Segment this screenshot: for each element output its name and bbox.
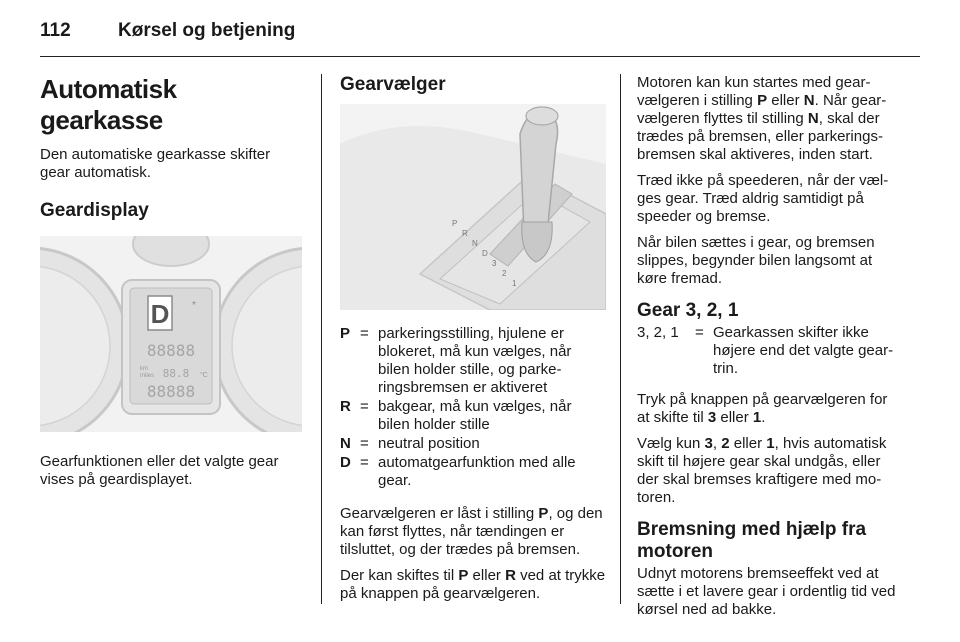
- definition-key: R: [340, 398, 351, 415]
- definition-text: Gearkassen skifter ikke højere end det valgte gear-trin.: [713, 324, 894, 377]
- page-number: 112: [40, 20, 71, 41]
- lcd-row-mid: 88.8: [162, 367, 190, 380]
- gear-display-illustration: [40, 236, 302, 432]
- creep-paragraph: Når bilen sættes i gear, og bremsen slippes, begynder bilen langsomt at køre fremad.: [637, 234, 875, 287]
- definition-text: neutral position: [378, 435, 480, 452]
- definition-row: [340, 454, 606, 491]
- definition-equals: =: [360, 398, 369, 415]
- section-title: Automatisk gearkasse: [40, 74, 177, 135]
- selector-letter-p: P: [452, 219, 458, 228]
- shift-paragraph: Der kan skiftes til P eller R ved at trykke på knappen på gearvælgeren.: [340, 567, 606, 602]
- selector-letter-2: 2: [502, 269, 507, 278]
- definition-text: automatgearfunktion med alle gear.: [378, 454, 576, 489]
- definition-equals: =: [360, 454, 369, 471]
- column-divider-1: [321, 74, 322, 604]
- intro-text: Den automatiske gearkasse skifter gear automatisk.: [40, 146, 271, 181]
- selector-letter-3: 3: [492, 259, 497, 268]
- definition-row: [637, 324, 903, 379]
- gear-321-heading: Gear 3, 2, 1: [637, 300, 739, 321]
- button-paragraph: Tryk på knappen på gearvælgeren for at skifte til 3 eller 1.: [637, 391, 888, 426]
- lcd-row-top: 88888: [146, 341, 196, 360]
- start-paragraph: Motoren kan kun startes med gear-vælgeren i stilling P eller N. Når gear-vælgeren flyttes til stilling N, skal der trædes på bremsen, eller parkerings-bremsen skal aktiveres, inden start.: [637, 74, 887, 163]
- lcd-miles-label: miles: [140, 373, 155, 379]
- column-3: [637, 74, 903, 627]
- selector-letter-1: 1: [512, 279, 517, 288]
- frost-symbol: *: [192, 300, 196, 311]
- definition-equals: =: [360, 435, 369, 452]
- selector-letter-r: R: [462, 229, 468, 238]
- definition-row: [340, 398, 606, 435]
- definition-row: [340, 435, 606, 454]
- lock-paragraph: Gearvælgeren er låst i stilling P, og den kan først flyttes, når tændingen er tilsluttet, og der trædes på bremsen.: [340, 505, 603, 558]
- gear-321-definition: [637, 324, 903, 379]
- column-divider-2: [620, 74, 621, 604]
- page-header: [40, 14, 920, 46]
- engine-braking-paragraph: Udnyt motorens bremseeffekt ved at sætte i et lavere gear i ordentlig tid ved kørsel ned ad bakke.: [637, 565, 896, 618]
- definition-key: 3, 2, 1: [637, 324, 679, 341]
- chapter-title: Kørsel og betjening: [118, 20, 296, 41]
- speeder-paragraph: Træd ikke på speederen, når der væl-ges gear. Træd aldrig samtidigt på speeder og bremse.: [637, 172, 889, 225]
- select-paragraph: Vælg kun 3, 2 eller 1, hvis automatisk skift til højere gear skal undgås, eller der skal bremses kraftigere med mo-toren.: [637, 435, 887, 506]
- definition-key: D: [340, 454, 351, 471]
- position-definitions: [340, 325, 606, 491]
- definition-row: [340, 325, 606, 398]
- header-rule: [40, 56, 920, 57]
- geardisplay-heading: Geardisplay: [40, 200, 149, 221]
- lcd-celsius-label: °C: [200, 372, 208, 379]
- selector-letter-d: D: [482, 249, 488, 258]
- column-2: [340, 74, 606, 611]
- gearvaelger-heading: Gearvælger: [340, 74, 446, 95]
- definition-key: P: [340, 325, 351, 342]
- gear-indicator-letter: D: [150, 299, 170, 329]
- lcd-km-label: km: [140, 366, 148, 372]
- definition-equals: =: [695, 324, 704, 341]
- lcd-row-bottom: 88888: [146, 382, 196, 401]
- definition-text: parkeringsstilling, hjulene er blokeret, må kun vælges, når bilen holder stille, og parke-ringsbremsen er aktiveret: [378, 325, 572, 396]
- definition-key: N: [340, 435, 351, 452]
- column-1: [40, 74, 302, 497]
- display-caption: Gearfunktionen eller det valgte gear vises på geardisplayet.: [40, 453, 279, 488]
- gear-selector-illustration: [340, 104, 606, 310]
- selector-letter-n: N: [472, 239, 478, 248]
- engine-braking-heading: Bremsning med hjælp fra motoren: [637, 519, 867, 562]
- definition-text: bakgear, må kun vælges, når bilen holder stille: [378, 398, 572, 433]
- definition-equals: =: [360, 325, 369, 342]
